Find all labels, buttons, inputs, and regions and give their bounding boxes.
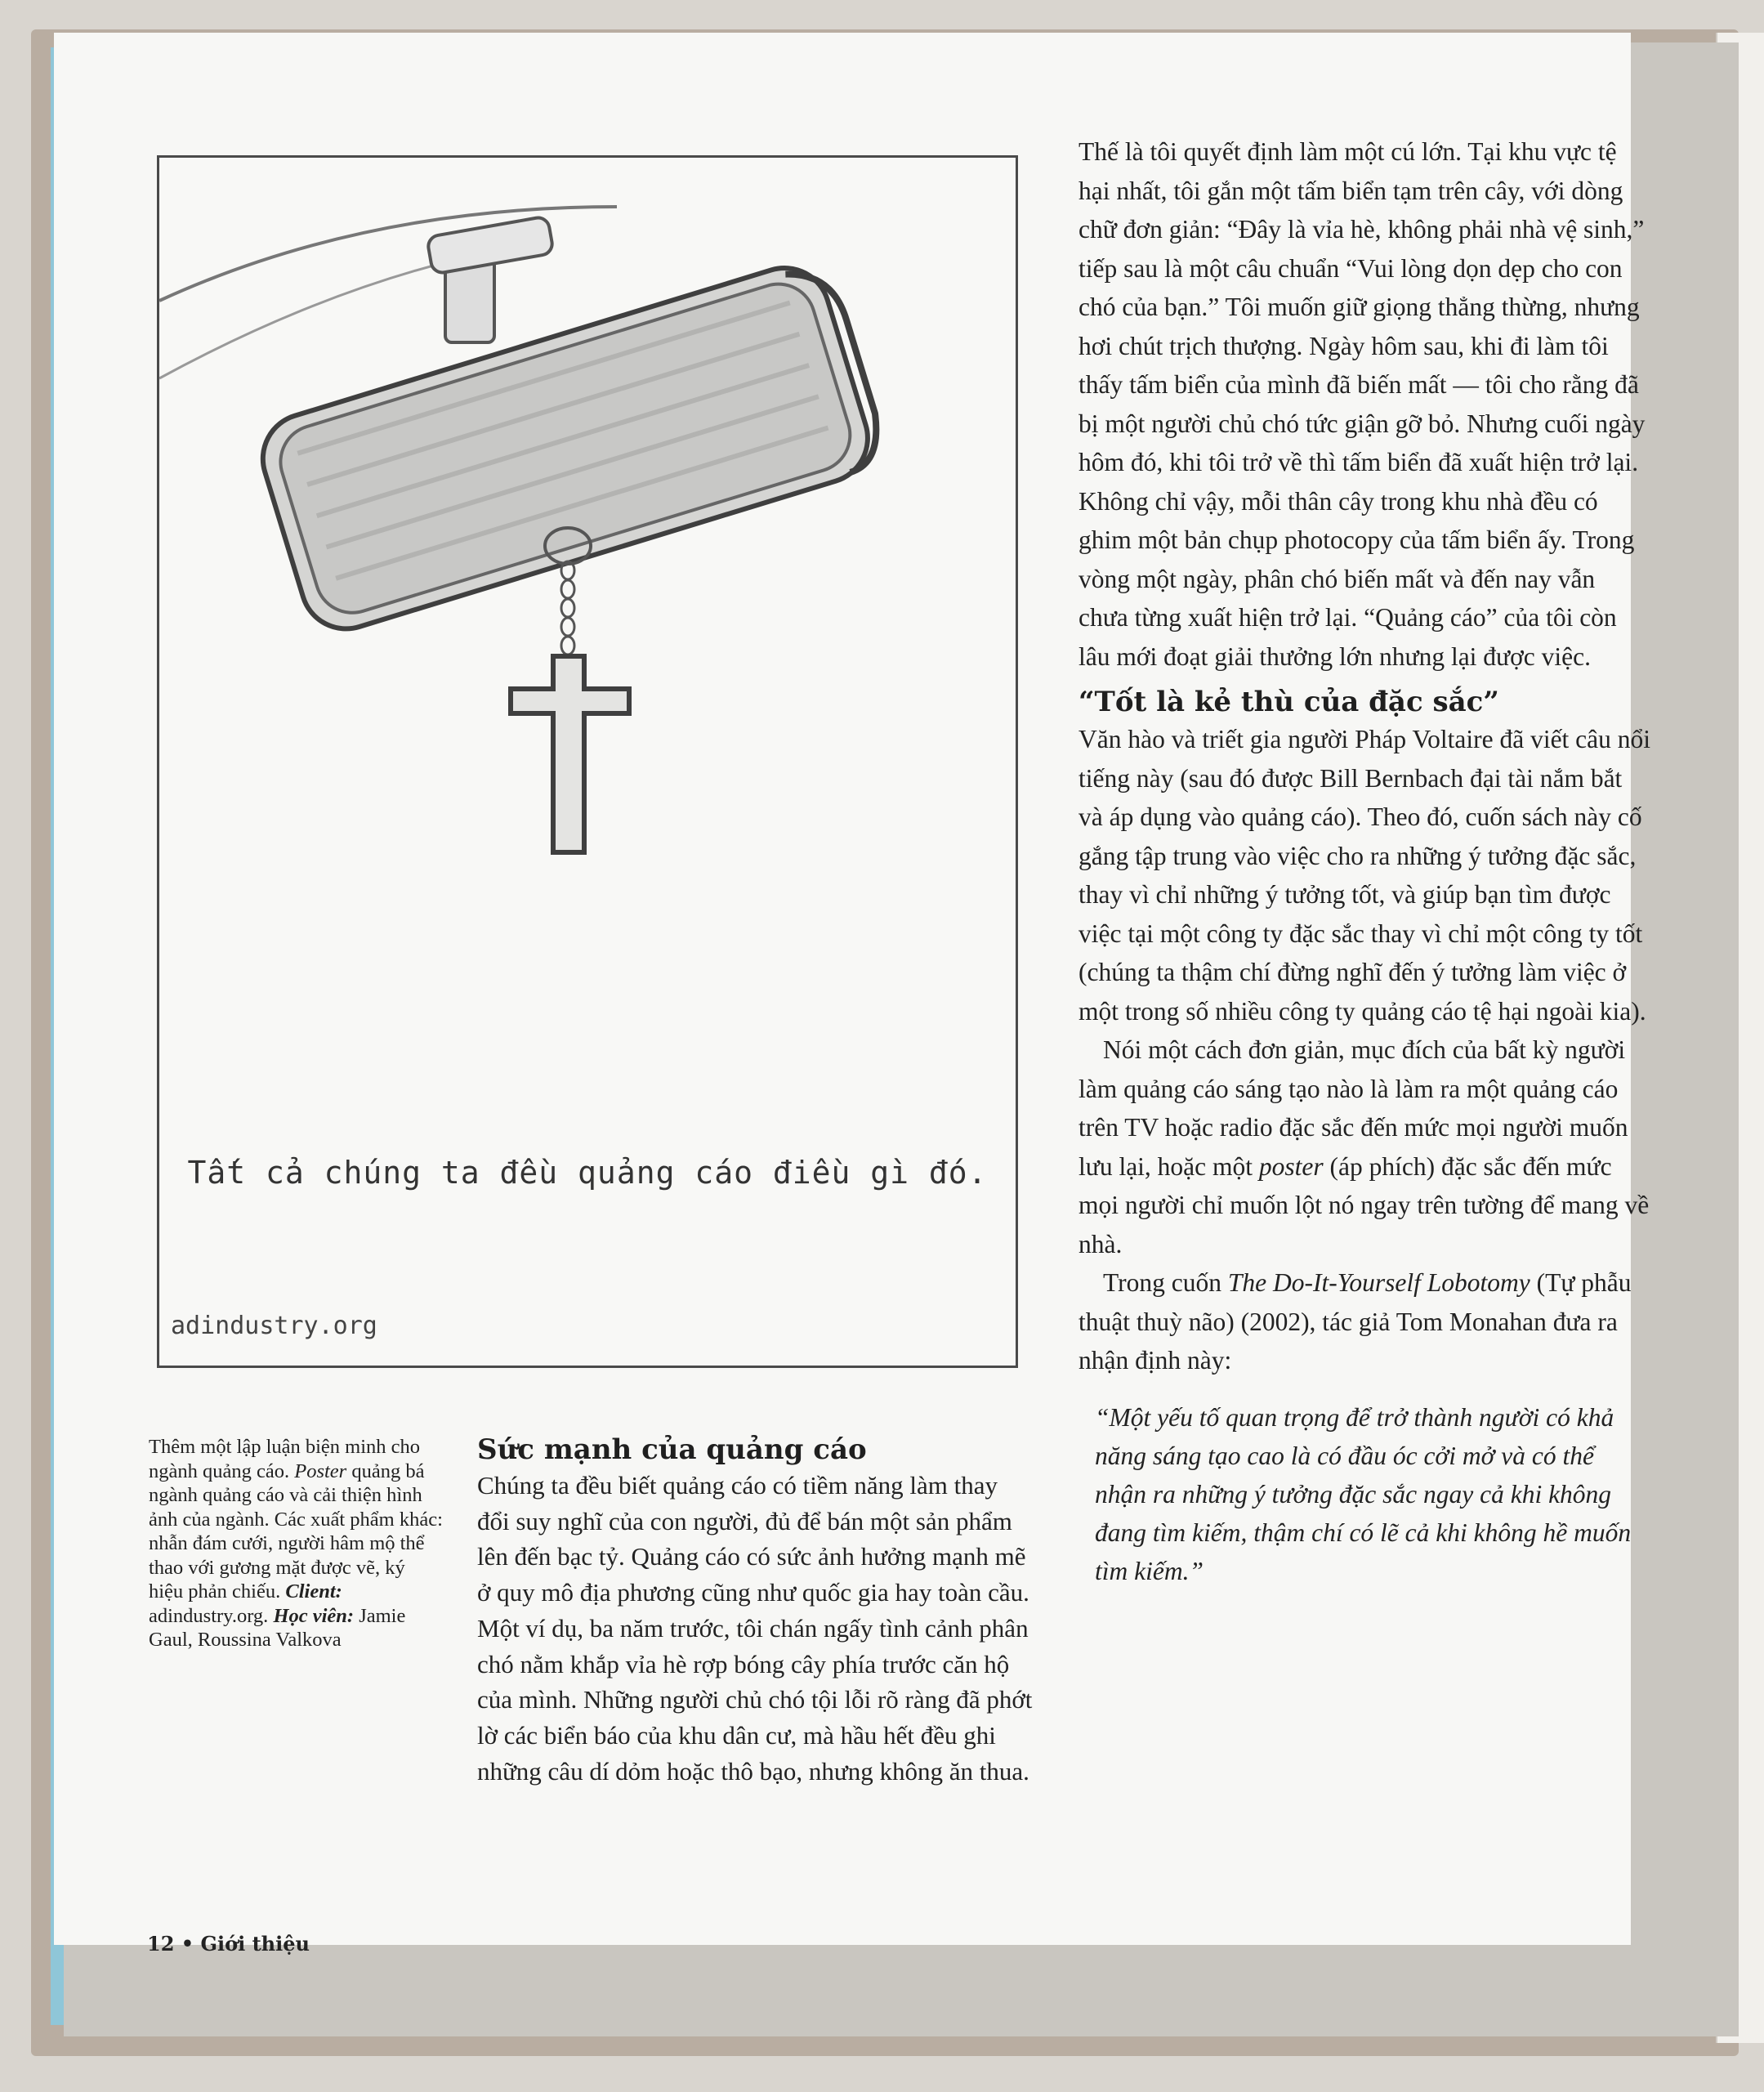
- paragraph-goal-a: Nói một cách đơn giản, mục đích của bất kỳ người làm quảng cáo sáng tạo nào là làm ra một quảng cáo trên TV hoặc radio đặc sắc đến mức mọi người muốn lưu lại, hoặc một: [1078, 1035, 1628, 1181]
- middle-column-body: Chúng ta đều biết quảng cáo có tiềm năng làm thay đổi suy nghĩ của con người, đủ để bán một sản phẩm lên đến bạc tỷ. Quảng cáo có sức ảnh hưởng mạnh mẽ ở quy mô địa phương cũng như quốc gia hay toàn cầu. Một ví dụ, ba năm trước, tôi chán ngấy tình cảnh phân chó nằm khắp vỉa hè rợp bóng cây phía trước căn hộ của mình. Những người chủ chó tội lỗi rõ ràng đã phớt lờ các biển báo của khu dân cư, mà hầu hết đều ghi những câu dí dỏm hoặc thô bạo, nhưng không ăn thua.: [477, 1471, 1033, 1786]
- footer-bullet: •: [181, 1932, 194, 1956]
- middle-column: [477, 1432, 1033, 1789]
- caption-students: Jamie Gaul, Roussina Valkova: [149, 1604, 406, 1651]
- paragraph-book-title: The Do-It-Yourself Lobotomy: [1227, 1268, 1530, 1297]
- cross-pendant: [511, 656, 629, 852]
- figure-caption: [149, 1435, 443, 1652]
- caption-text-1: Thêm một lập luận biện minh cho ngành quảng cáo.: [149, 1436, 421, 1482]
- block-quote: “Một yếu tố quan trọng để trở thành người có khả năng sáng tạo cao là có đầu óc cởi mở và có thể nhận ra những ý tưởng đặc sắc ngay cả khi không đang tìm kiếm, thậm chí có lẽ cả khi không hề muốn tìm kiếm.”: [1095, 1402, 1632, 1585]
- poster-illustration: [157, 155, 1018, 1368]
- section-heading-power-of-advertising: Sức mạnh của quảng cáo: [477, 1433, 867, 1466]
- caption-student-label: Học viên:: [273, 1604, 355, 1627]
- mirror-clip: [426, 216, 554, 274]
- right-column: [1078, 132, 1650, 1590]
- footer-section: Giới thiệu: [200, 1932, 310, 1956]
- page-number: 12: [147, 1932, 175, 1956]
- paragraph-goal-poster: poster: [1258, 1151, 1324, 1181]
- paragraph-goal: [1078, 1030, 1650, 1263]
- paragraph-book-b: (Tự phẫu thuật thuỳ não) (2002), tác giả Tom Monahan đưa ra nhận định này:: [1078, 1268, 1632, 1375]
- section-heading-good-enemy-of-great: “Tốt là kẻ thù của đặc sắc”: [1078, 686, 1499, 718]
- caption-client-label: Client:: [285, 1580, 342, 1603]
- paragraph-book-a: Trong cuốn: [1103, 1268, 1221, 1297]
- illustration-caption: Tất cả chúng ta đều quảng cáo điều gì đó.: [187, 1155, 988, 1191]
- caption-text-2: quảng bá ngành quảng cáo và cải thiện hình ảnh của ngành. Các xuất phẩm khác: nhẫn đám cưới, người hâm mộ thể thao với gương mặt được vẽ, ký hiệu phản chiếu.: [149, 1459, 443, 1603]
- caption-poster-term: Poster: [294, 1459, 347, 1482]
- paragraph-goal-b: (áp phích) đặc sắc đến mức mọi người chỉ muốn lột nó ngay trên tường để mang về nhà.: [1078, 1151, 1650, 1258]
- paragraph-voltaire: Văn hào và triết gia người Pháp Voltaire đã viết câu nổi tiếng này (sau đó được Bill Bernbach đại tài nắm bắt và áp dụng vào quảng cáo). Theo đó, cuốn sách này cố gắng tập trung vào việc cho ra những ý tưởng đặc sắc, thay vì chỉ những ý tưởng tốt, và giúp bạn tìm được việc tại một công ty đặc sắc thay vì chỉ một công ty tốt (chúng ta thậm chí đừng nghĩ đến ý tưởng làm việc ở một trong số nhiều công ty quảng cáo tệ hại ngoài kia).: [1078, 725, 1651, 1026]
- paragraph-sign-story: Thế là tôi quyết định làm một cú lớn. Tại khu vực tệ hại nhất, tôi gắn một tấm biển tạm trên cây, với dòng chữ đơn giản: “Đây là vỉa hè, không phải nhà vệ sinh,” tiếp sau là một câu chuẩn “Vui lòng dọn dẹp cho con chó của bạn.” Tôi muốn giữ giọng thẳng thừng, nhưng hơi chút trịch thượng. Ngày hôm sau, khi đi làm tôi thấy tấm biển của mình đã biến mất — tôi cho rằng đã bị một người chủ chó tức giận gỡ bỏ. Nhưng cuối ngày hôm đó, khi tôi trở về thì tấm biển đã xuất hiện trở lại. Không chỉ vậy, mỗi thân cây trong khu nhà đều có ghim một bản chụp photocopy của tấm biển ấy. Trong vòng một ngày, phân chó biến mất và đến nay vẫn chưa từng xuất hiện trở lại. “Quảng cáo” của tôi còn lâu mới đoạt giải thưởng lớn nhưng lại được việc.: [1078, 137, 1646, 671]
- caption-client: adindustry.org.: [149, 1604, 269, 1627]
- page-footer: [147, 1932, 310, 1956]
- illustration-url: adindustry.org: [171, 1312, 377, 1340]
- paragraph-book: [1078, 1263, 1650, 1380]
